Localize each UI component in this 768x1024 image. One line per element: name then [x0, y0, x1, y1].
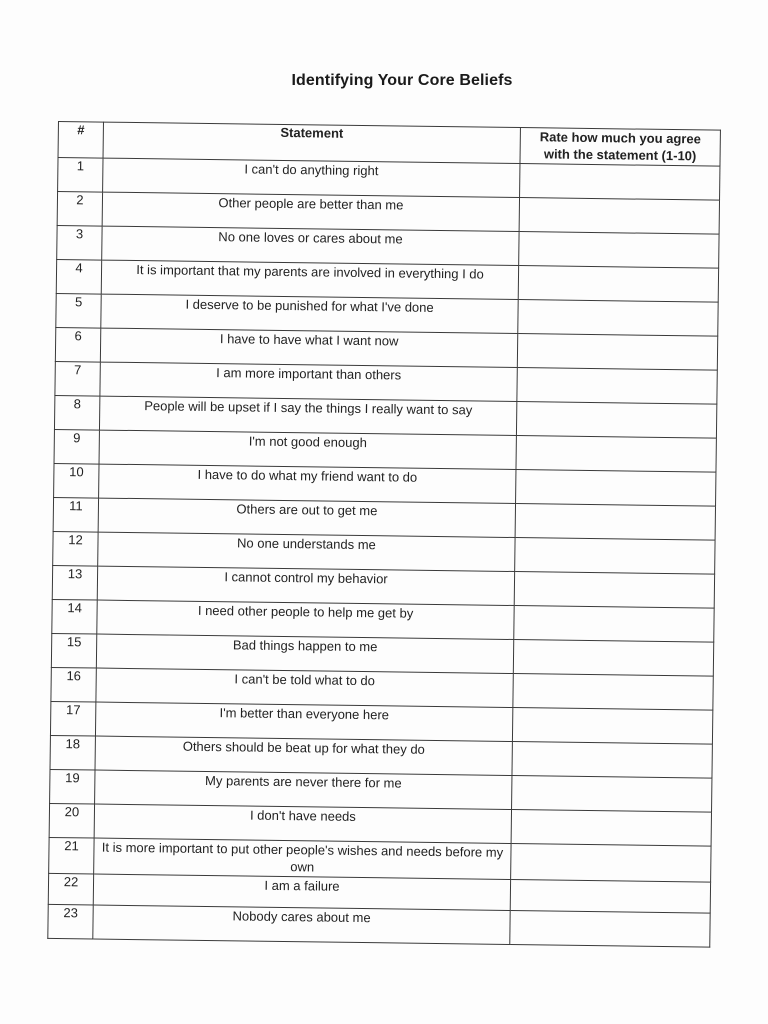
row-number: 19: [50, 769, 95, 804]
row-rating-field[interactable]: [516, 470, 716, 507]
row-statement: People will be upset if I say the things I really want to say: [99, 396, 516, 435]
row-statement: I can't be told what to do: [96, 668, 513, 707]
row-rating-field[interactable]: [518, 266, 718, 303]
row-rating-field[interactable]: [515, 538, 715, 575]
column-header-number: #: [58, 122, 103, 159]
row-number: 17: [50, 701, 95, 736]
row-number: 10: [54, 463, 99, 498]
row-rating-field[interactable]: [515, 504, 715, 541]
row-number: 5: [56, 293, 101, 328]
row-statement: I cannot control my behavior: [97, 566, 514, 605]
row-rating-field[interactable]: [511, 843, 711, 882]
row-number: 14: [52, 599, 97, 634]
row-statement: I'm better than everyone here: [95, 702, 512, 741]
row-rating-field[interactable]: [510, 910, 710, 947]
row-rating-field[interactable]: [517, 368, 717, 405]
row-statement: I'm not good enough: [99, 430, 516, 469]
row-number: 8: [54, 395, 99, 430]
row-statement: I don't have needs: [94, 804, 511, 843]
row-number: 12: [53, 531, 98, 566]
row-rating-field[interactable]: [517, 334, 717, 371]
column-header-rating-line-1: Rate how much you agree: [539, 129, 701, 147]
row-number: 13: [52, 565, 97, 600]
row-statement: Other people are better than me: [102, 192, 519, 231]
row-statement: I can't do anything right: [103, 158, 520, 197]
row-statement: Bad things happen to me: [96, 634, 513, 673]
row-number: 21: [49, 837, 94, 874]
row-statement: I am a failure: [93, 874, 510, 910]
row-number: 16: [51, 667, 96, 702]
table-body: [48, 158, 720, 948]
row-number: 11: [53, 497, 98, 532]
row-number: 7: [55, 361, 100, 396]
row-number: 23: [48, 904, 93, 939]
row-statement: Others are out to get me: [98, 498, 515, 537]
row-statement: I need other people to help me get by: [97, 600, 514, 639]
row-rating-field[interactable]: [512, 742, 712, 779]
row-rating-field[interactable]: [514, 606, 714, 643]
row-statement: I deserve to be punished for what I've done: [101, 294, 518, 333]
row-number: 1: [58, 158, 103, 193]
table-row: [48, 904, 710, 947]
row-statement: I am more important than others: [100, 362, 517, 401]
row-statement: It is important that my parents are involved in everything I do: [101, 260, 518, 299]
row-statement: I have to have what I want now: [100, 328, 517, 367]
row-number: 22: [48, 873, 93, 905]
row-rating-field[interactable]: [516, 436, 716, 473]
row-statement: Others should be beat up for what they do: [95, 736, 512, 775]
row-rating-field[interactable]: [514, 572, 714, 609]
row-rating-field[interactable]: [513, 640, 713, 677]
row-statement: Nobody cares about me: [93, 905, 510, 944]
row-statement: No one understands me: [98, 532, 515, 571]
row-rating-field[interactable]: [512, 775, 712, 812]
row-number: 2: [57, 192, 102, 227]
row-number: 3: [57, 225, 102, 260]
row-rating-field[interactable]: [518, 300, 718, 337]
row-statement: No one loves or cares about me: [102, 226, 519, 265]
row-rating-field[interactable]: [519, 198, 719, 235]
row-number: 4: [56, 259, 101, 294]
row-rating-field[interactable]: [520, 164, 720, 201]
row-statement: I have to do what my friend want to do: [99, 464, 516, 503]
row-number: 6: [55, 327, 100, 362]
row-number: 15: [51, 633, 96, 668]
column-header-rating-line-2: with the statement (1-10): [543, 146, 697, 164]
column-header-statement: Statement: [103, 122, 520, 163]
page-title: Identifying Your Core Beliefs: [291, 72, 513, 89]
row-number: 9: [54, 429, 99, 464]
row-rating-field[interactable]: [511, 809, 711, 846]
row-statement: My parents are never there for me: [95, 770, 512, 809]
core-beliefs-table: [47, 121, 721, 948]
row-rating-field[interactable]: [516, 402, 716, 439]
row-number: 20: [49, 803, 94, 838]
column-header-rating: [520, 128, 720, 167]
row-statement: It is more important to put other people's wishes and needs before my own: [94, 838, 511, 879]
row-rating-field[interactable]: [519, 232, 719, 269]
row-rating-field[interactable]: [510, 879, 710, 913]
row-rating-field[interactable]: [512, 708, 712, 745]
row-rating-field[interactable]: [513, 674, 713, 711]
row-number: 18: [50, 735, 95, 770]
